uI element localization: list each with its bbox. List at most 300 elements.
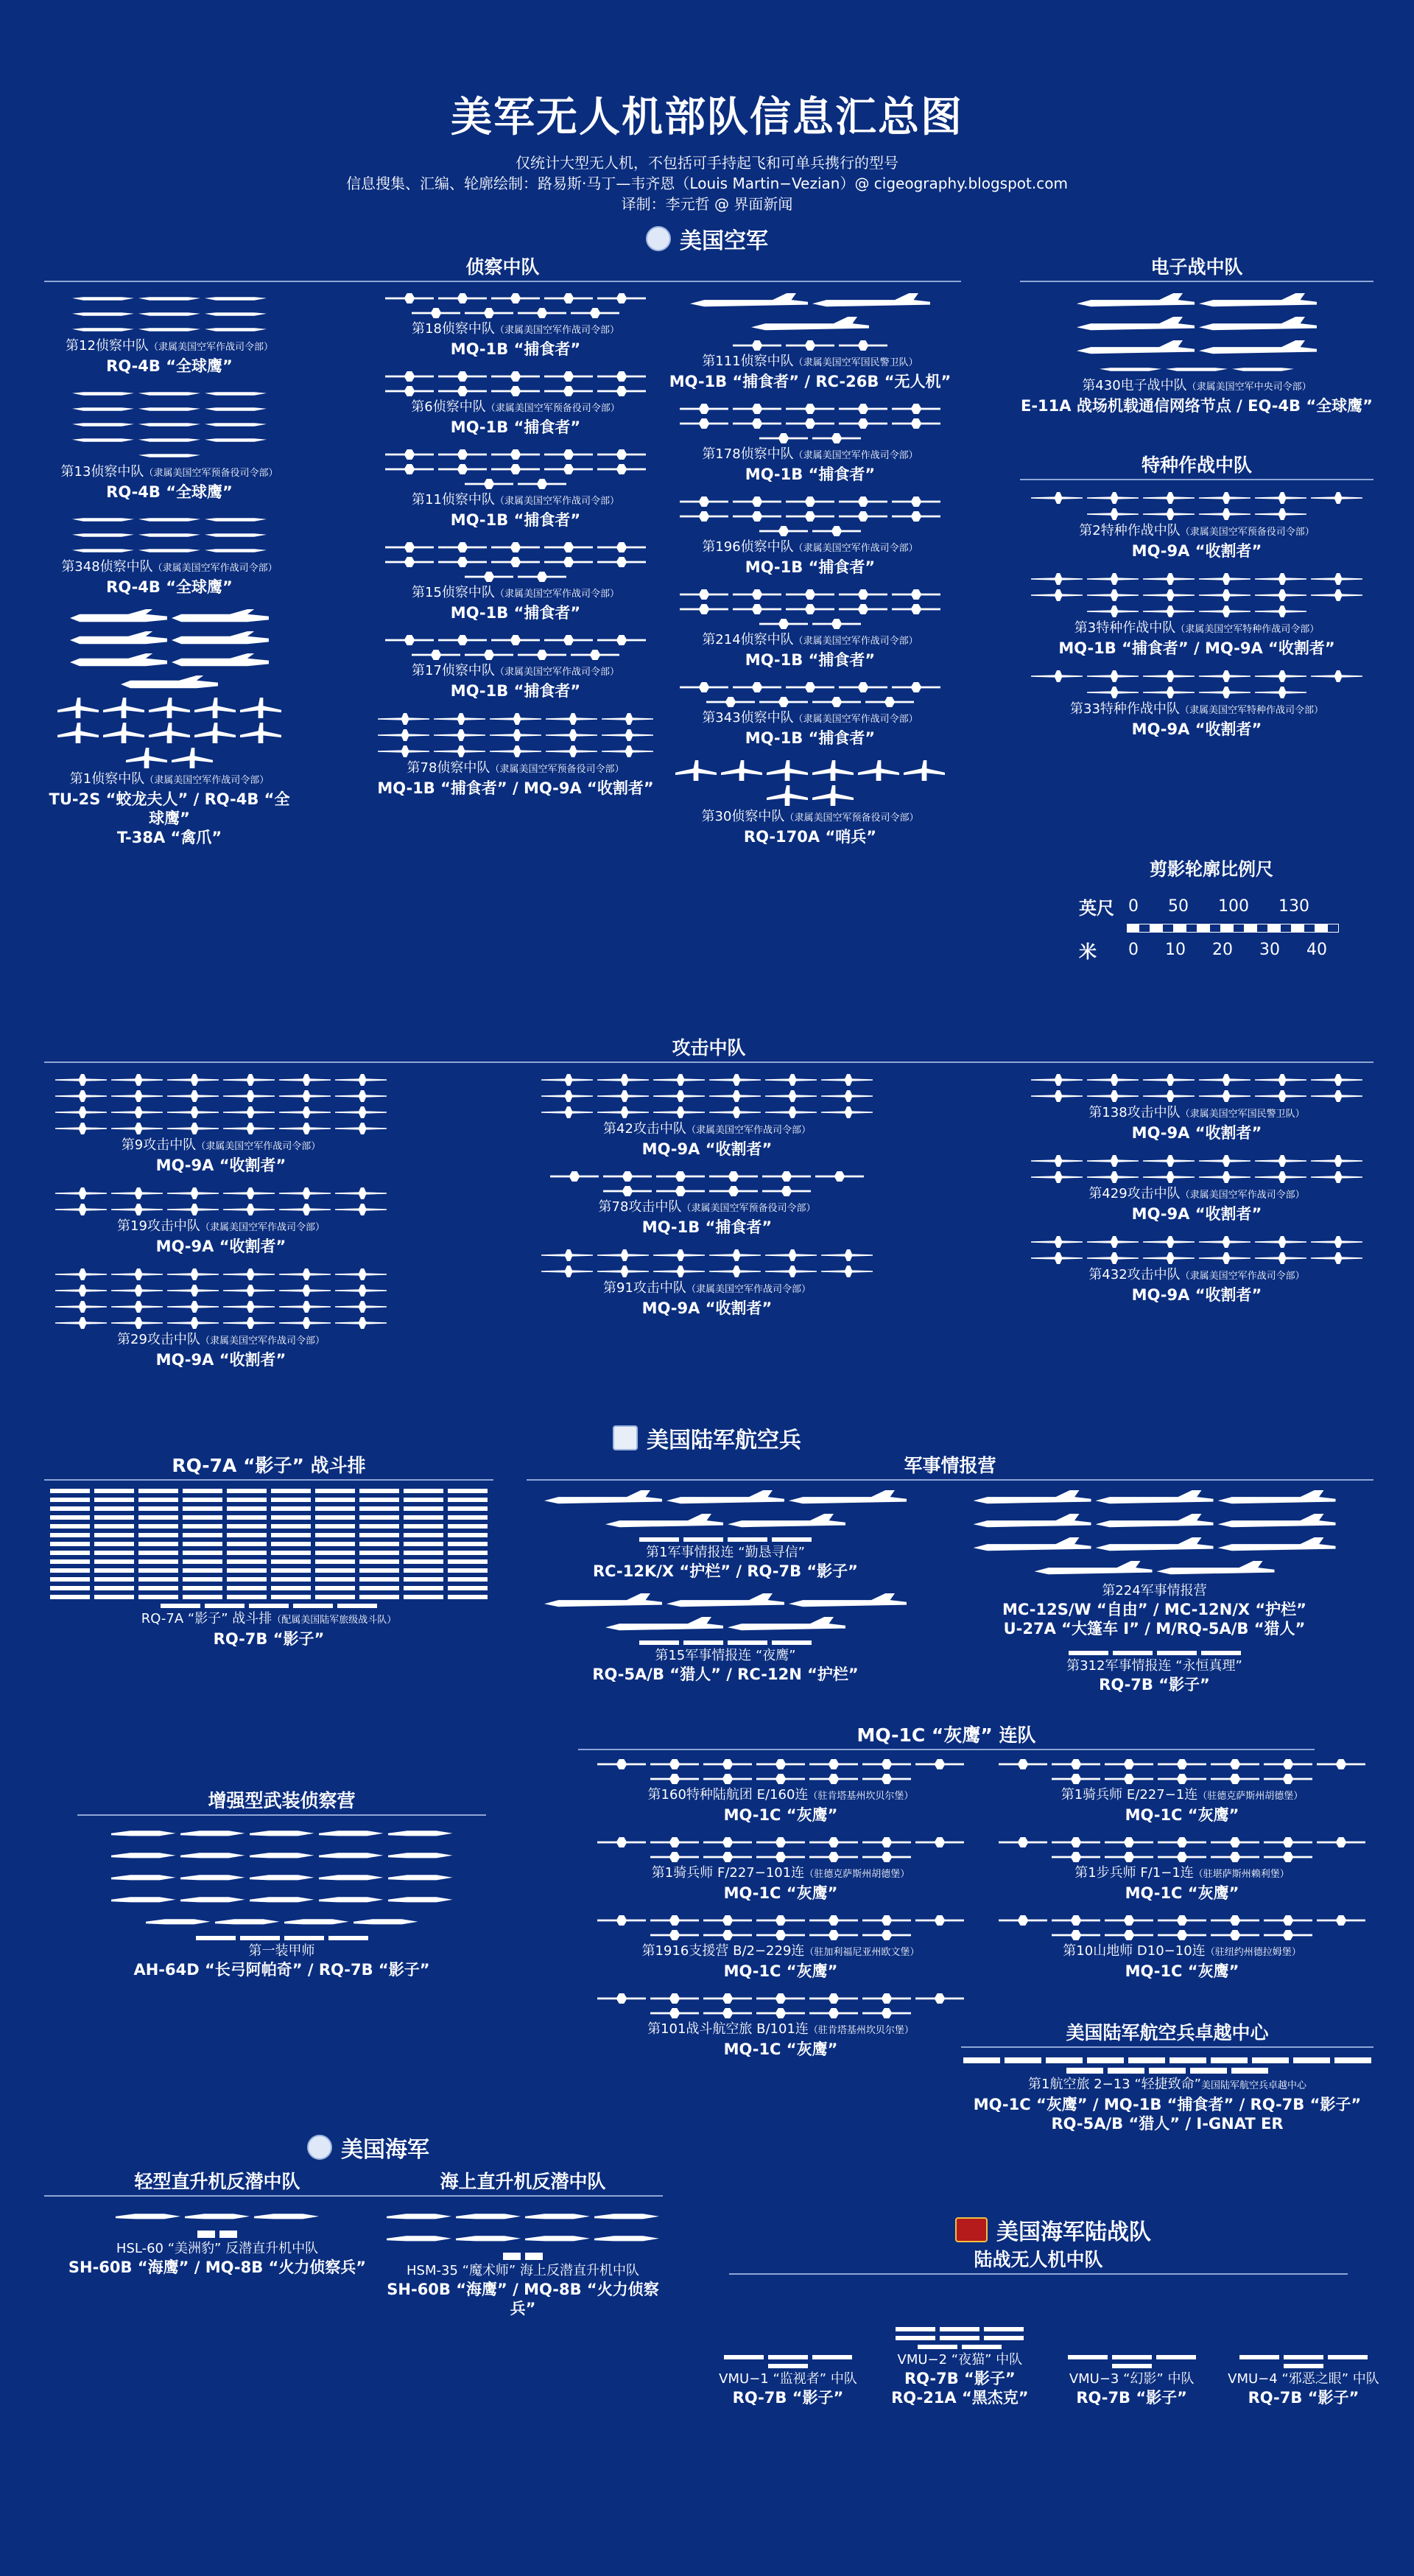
aircraft-silhouette-icon xyxy=(55,1268,107,1280)
aircraft-silhouette-icon xyxy=(728,1640,767,1645)
aircraft-silhouette-icon xyxy=(812,2355,852,2359)
aircraft-silhouette-icon xyxy=(404,1533,443,1537)
aircraft-silhouette-icon xyxy=(809,1759,858,1769)
aircraft-silhouette-icon xyxy=(709,1266,761,1277)
aircraft-silhouette-icon xyxy=(815,1171,864,1182)
aircraft-silhouette-icon xyxy=(138,388,200,399)
aircraft-silhouette-icon xyxy=(94,1498,134,1502)
aircraft-silhouette-icon xyxy=(490,745,541,757)
unit-secondary-silhouettes xyxy=(44,695,295,771)
aircraft-silhouette-icon xyxy=(438,449,487,460)
aircraft-silhouette-icon xyxy=(656,1171,705,1182)
aircraft-silhouette-icon xyxy=(1105,1915,1153,1926)
aircraft-silhouette-icon xyxy=(605,1514,723,1533)
aircraft-silhouette-icon xyxy=(1199,1236,1251,1248)
unit-aircraft-type: MQ-1B “捕食者” xyxy=(450,604,581,622)
aircraft-silhouette-icon xyxy=(759,526,808,536)
unit-block xyxy=(77,1823,486,1979)
unit-aircraft-type: SH-60B “海鹰” / MQ-8B “火力侦察兵” xyxy=(68,2259,367,2276)
aircraft-silhouette-icon xyxy=(250,1870,314,1887)
aircraft-silhouette-icon xyxy=(1211,1759,1259,1769)
unit-block xyxy=(666,758,954,846)
unit-silhouettes xyxy=(44,1487,493,1610)
aircraft-silhouette-icon xyxy=(597,386,646,396)
aircraft-silhouette-icon xyxy=(1317,1915,1365,1926)
unit-name: 第312军事情报连 “永恒真理” xyxy=(1066,1658,1242,1674)
unit-note: （隶属美国空军特种作战司令部） xyxy=(1175,624,1320,635)
aircraft-silhouette-icon xyxy=(809,1852,858,1862)
hsl-squadron xyxy=(44,2206,390,2287)
unit-silhouettes xyxy=(589,1913,972,1942)
aircraft-silhouette-icon xyxy=(172,748,213,768)
aircraft-silhouette-icon xyxy=(892,604,940,614)
unit-silhouettes xyxy=(376,540,655,584)
aircraft-silhouette-icon xyxy=(491,464,540,474)
aircraft-silhouette-icon xyxy=(683,1640,723,1645)
aircraft-silhouette-icon xyxy=(183,1568,222,1573)
unit-name: 第91攻击中队（隶属美国空军作战司令部） xyxy=(603,1280,811,1296)
unit-aircraft-type: MQ-9A “收割者” xyxy=(155,1351,286,1369)
unit-note: （隶属美国空军预备役司令部） xyxy=(784,813,919,824)
unit-note: （隶属美国空军作战司令部） xyxy=(793,636,918,647)
aircraft-silhouette-icon xyxy=(544,1593,662,1612)
aircraft-silhouette-icon xyxy=(1087,2057,1124,2063)
unit-name: VMU−4 “邪恶之眼” 中队 xyxy=(1228,2371,1379,2387)
aircraft-silhouette-icon xyxy=(387,2231,451,2248)
unit-note: （隶属美国空军作战司令部） xyxy=(148,342,273,353)
aircraft-silhouette-icon xyxy=(786,404,834,414)
aircraft-silhouette-icon xyxy=(544,449,593,460)
aircraft-silhouette-icon xyxy=(465,308,513,318)
aircraft-silhouette-icon xyxy=(223,1204,275,1215)
aircraft-silhouette-icon xyxy=(319,1847,384,1865)
aircraft-silhouette-icon xyxy=(1199,293,1317,312)
scale-segment xyxy=(1292,924,1304,933)
aircraft-silhouette-icon xyxy=(328,1936,368,1940)
aircraft-silhouette-icon xyxy=(359,1533,399,1537)
rq7-divider xyxy=(44,1479,493,1481)
aircraft-silhouette-icon xyxy=(666,1490,784,1509)
aircraft-silhouette-icon xyxy=(55,1123,107,1134)
aircraft-silhouette-icon xyxy=(315,1577,355,1582)
aircraft-silhouette-icon xyxy=(412,650,460,660)
unit-name: 第111侦察中队（隶属美国空军国民警卫队） xyxy=(702,354,918,369)
unit-silhouettes xyxy=(935,1649,1373,1657)
aircraft-silhouette-icon xyxy=(388,1892,453,1909)
aircraft-silhouette-icon xyxy=(1052,1759,1100,1769)
scale-ft-tick: 0 xyxy=(1128,897,1139,916)
unit-aircraft-type: MQ-9A “收割者” xyxy=(641,1299,773,1317)
aircraft-silhouette-icon xyxy=(603,1171,652,1182)
aircraft-silhouette-icon xyxy=(94,1586,134,1590)
aircraft-silhouette-icon xyxy=(597,293,646,303)
aircraft-silhouette-icon xyxy=(597,1106,649,1118)
unit-name: 第343侦察中队（隶属美国空军作战司令部） xyxy=(702,710,918,726)
aircraft-silhouette-icon xyxy=(650,1993,699,2004)
unit-name: 第432攻击中队（隶属美国空军作战司令部） xyxy=(1088,1267,1305,1282)
aircraft-silhouette-icon xyxy=(183,1586,222,1590)
aircraft-silhouette-icon xyxy=(183,1515,222,1520)
aircraft-silhouette-icon xyxy=(525,2231,590,2248)
unit-silhouettes xyxy=(1020,571,1373,620)
aircraft-silhouette-icon xyxy=(111,1825,176,1843)
unit-note: （隶属美国空军作战司令部） xyxy=(152,563,278,574)
aircraft-silhouette-icon xyxy=(594,2231,659,2248)
aircraft-silhouette-icon xyxy=(597,464,646,474)
aircraft-silhouette-icon xyxy=(1096,1514,1214,1533)
aircraft-silhouette-icon xyxy=(138,1586,178,1590)
recon-col1 xyxy=(44,291,295,857)
aircraft-silhouette-icon xyxy=(650,1915,699,1926)
aircraft-silhouette-icon xyxy=(385,449,434,460)
aircraft-silhouette-icon xyxy=(1166,364,1228,375)
aircraft-silhouette-icon xyxy=(597,1993,646,2004)
aircraft-silhouette-icon xyxy=(1108,2068,1144,2074)
aircraft-silhouette-icon xyxy=(388,1870,453,1887)
aircraft-silhouette-icon xyxy=(1158,1852,1206,1862)
unit-note: （驻纽约州德拉姆堡） xyxy=(1205,1947,1301,1958)
aircraft-silhouette-icon xyxy=(183,1498,222,1502)
unit-silhouettes xyxy=(77,1823,486,1934)
aircraft-silhouette-icon xyxy=(1311,1074,1362,1086)
recon-title: 侦察中队 xyxy=(465,256,540,278)
aircraft-silhouette-icon xyxy=(666,1593,784,1612)
unit-aircraft-type: MQ-1C “灰鹰” xyxy=(723,1962,838,1980)
aircraft-silhouette-icon xyxy=(111,1204,163,1215)
scale-segment xyxy=(1221,924,1233,933)
aircraft-silhouette-icon xyxy=(205,419,267,430)
scale-ft-tick: 100 xyxy=(1218,897,1249,916)
unit-aircraft-type: MQ-1B “捕食者” / MQ-9A “收割者” xyxy=(1058,639,1335,657)
unit-name: 第430电子战中队（隶属美国空军中央司令部） xyxy=(1082,378,1312,393)
unit-aircraft-type: T-38A “禽爪” xyxy=(116,829,222,846)
aircraft-silhouette-icon xyxy=(1211,2057,1248,2063)
aircraft-silhouette-icon xyxy=(111,1268,163,1280)
aircraft-silhouette-icon xyxy=(1158,1915,1206,1926)
mi-left xyxy=(527,1488,924,1694)
aircraft-silhouette-icon xyxy=(205,514,267,525)
aircraft-silhouette-icon xyxy=(839,604,887,614)
aircraft-silhouette-icon xyxy=(335,1285,387,1296)
unit-aircraft-type: MQ-1B “捕食者” xyxy=(745,651,876,669)
aircraft-silhouette-icon xyxy=(541,1074,593,1086)
aircraft-silhouette-icon xyxy=(1046,2057,1083,2063)
aircraft-silhouette-icon xyxy=(1190,2068,1227,2074)
recon-col3 xyxy=(666,291,954,857)
aircraft-silhouette-icon xyxy=(680,604,728,614)
aircraft-silhouette-icon xyxy=(116,2208,180,2226)
aircraft-silhouette-icon xyxy=(183,1524,222,1529)
aircraft-silhouette-icon xyxy=(223,1285,275,1296)
aircraft-silhouette-icon xyxy=(915,1837,964,1847)
aircraft-silhouette-icon xyxy=(180,1870,245,1887)
aircraft-silhouette-icon xyxy=(544,293,593,303)
aircraft-silhouette-icon xyxy=(1199,317,1317,336)
aircraft-silhouette-icon xyxy=(1031,589,1083,601)
aircraft-silhouette-icon xyxy=(892,418,940,429)
aircraft-silhouette-icon xyxy=(709,1090,761,1102)
unit-block xyxy=(383,2206,663,2318)
unit-note: （隶属美国空军作战司令部） xyxy=(494,325,619,336)
aircraft-silhouette-icon xyxy=(172,631,269,649)
aircraft-silhouette-icon xyxy=(185,2208,250,2226)
unit-aircraft-type: MQ-1B “捕食者” xyxy=(450,682,581,700)
unit-block xyxy=(44,1266,398,1369)
aircraft-silhouette-icon xyxy=(1255,1155,1306,1167)
aircraft-silhouette-icon xyxy=(703,1759,752,1769)
unit-name: 第42攻击中队（隶属美国空军作战司令部） xyxy=(603,1121,811,1137)
unit-silhouettes xyxy=(376,633,655,662)
aircraft-silhouette-icon xyxy=(1328,2355,1368,2359)
unit-name: 第1骑兵师 E/227−1连（驻德克萨斯州胡德堡） xyxy=(1060,1787,1304,1803)
aircraft-silhouette-icon xyxy=(544,371,593,382)
aircraft-silhouette-icon xyxy=(404,1595,443,1599)
aircraft-silhouette-icon xyxy=(72,293,134,304)
aircraft-silhouette-icon xyxy=(544,542,593,552)
unit-aircraft-type: RQ-4B “全球鹰” xyxy=(106,578,233,596)
unit-note: （隶属美国空军预备役司令部） xyxy=(681,1203,816,1214)
unit-block xyxy=(376,633,655,701)
aircraft-silhouette-icon xyxy=(650,1852,699,1862)
aircraft-silhouette-icon xyxy=(541,1266,593,1277)
aircraft-silhouette-icon xyxy=(335,1074,387,1086)
aircraft-silhouette-icon xyxy=(809,1774,858,1784)
aircraft-silhouette-icon xyxy=(1105,1837,1153,1847)
aircraft-silhouette-icon xyxy=(315,1595,355,1599)
aircraft-silhouette-icon xyxy=(518,650,566,660)
aircraft-silhouette-icon xyxy=(205,388,267,399)
aircraft-silhouette-icon xyxy=(812,760,854,781)
unit-name: 第12侦察中队（隶属美国空军作战司令部） xyxy=(66,338,273,354)
aircraft-silhouette-icon xyxy=(1199,492,1251,504)
aircraft-silhouette-icon xyxy=(756,1930,805,1940)
unit-block xyxy=(1051,2353,1213,2407)
aircraft-silhouette-icon xyxy=(1096,1490,1214,1509)
aircraft-silhouette-icon xyxy=(279,1301,331,1313)
aircraft-silhouette-icon xyxy=(180,1825,245,1843)
unit-aircraft-type: MQ-9A “收割者” xyxy=(1131,720,1262,738)
unit-aircraft-type: MQ-1B “捕食者” xyxy=(450,340,581,358)
mq1c-title: MQ-1C “灰鹰” 连队 xyxy=(857,1724,1036,1746)
aircraft-silhouette-icon xyxy=(680,682,728,692)
aircraft-silhouette-icon xyxy=(597,449,646,460)
unit-silhouettes xyxy=(589,1991,972,2021)
aircraft-silhouette-icon xyxy=(359,1577,399,1582)
aircraft-silhouette-icon xyxy=(839,682,887,692)
aircraft-silhouette-icon xyxy=(1087,1236,1139,1248)
aircraft-silhouette-icon xyxy=(223,1090,275,1102)
aircraft-silhouette-icon xyxy=(271,1542,311,1546)
unit-note: （隶属美国空军作战司令部） xyxy=(1180,1190,1305,1201)
aircraft-silhouette-icon xyxy=(227,1551,267,1555)
aircraft-silhouette-icon xyxy=(359,1506,399,1511)
aircraft-silhouette-icon xyxy=(387,2208,451,2226)
aircraft-silhouette-icon xyxy=(602,729,653,741)
unit-name: 第15军事情报连 “夜鹰” xyxy=(655,1648,796,1663)
aircraft-silhouette-icon xyxy=(50,1586,90,1590)
aircraft-silhouette-icon xyxy=(465,650,513,660)
unit-aircraft-type: MQ-9A “收割者” xyxy=(155,1238,286,1255)
unit-silhouettes xyxy=(1020,490,1373,522)
aircraft-silhouette-icon xyxy=(335,1187,387,1199)
aircraft-silhouette-icon xyxy=(404,1506,443,1511)
aircraft-silhouette-icon xyxy=(1077,293,1195,312)
scale-segment xyxy=(1327,924,1339,933)
subtitle-line3: 译制：李元哲 @ 界面新闻 xyxy=(621,195,793,213)
aircraft-silhouette-icon xyxy=(759,619,808,629)
unit-silhouettes xyxy=(1020,291,1373,362)
aircraft-silhouette-icon xyxy=(1087,492,1139,504)
aircraft-silhouette-icon xyxy=(315,1506,355,1511)
aircraft-silhouette-icon xyxy=(1105,1930,1153,1940)
scale-m-ticks xyxy=(1128,941,1327,959)
unit-aircraft-type: TU-2S “蛟龙夫人” / RQ-4B “全球鹰” xyxy=(49,790,290,827)
aircraft-silhouette-icon xyxy=(1158,1774,1206,1784)
aircraft-silhouette-icon xyxy=(1158,1759,1206,1769)
aircraft-silhouette-icon xyxy=(756,1774,805,1784)
aircraft-silhouette-icon xyxy=(1334,2057,1371,2063)
aircraft-silhouette-icon xyxy=(1284,2364,1323,2368)
unit-name: 第2特种作战中队（隶属美国空军预备役司令部） xyxy=(1079,523,1315,538)
aircraft-silhouette-icon xyxy=(94,1551,134,1555)
aircraft-silhouette-icon xyxy=(1218,1537,1336,1557)
aircraft-silhouette-icon xyxy=(404,1542,443,1546)
aircraft-silhouette-icon xyxy=(138,1506,178,1511)
aircraft-silhouette-icon xyxy=(1264,1852,1312,1862)
unit-aircraft-type: RQ-5A/B “猎人” / I-GNAT ER xyxy=(1051,2115,1284,2133)
aircraft-silhouette-icon xyxy=(1255,492,1306,504)
aircraft-silhouette-icon xyxy=(1113,1651,1153,1655)
aircraft-silhouette-icon xyxy=(183,1551,222,1555)
aircraft-silhouette-icon xyxy=(974,1537,1091,1557)
unit-block xyxy=(935,1488,1373,1638)
aircraft-silhouette-icon xyxy=(271,1524,311,1529)
aircraft-silhouette-icon xyxy=(597,542,646,552)
unit-silhouettes xyxy=(666,680,954,709)
aircraft-silhouette-icon xyxy=(279,1268,331,1280)
aircraft-silhouette-icon xyxy=(1232,364,1294,375)
aircraft-silhouette-icon xyxy=(1311,1155,1362,1167)
aircraft-silhouette-icon xyxy=(821,1266,873,1277)
unit-name: 第9攻击中队（隶属美国空军作战司令部） xyxy=(121,1137,321,1153)
unit-silhouettes xyxy=(1223,2353,1385,2370)
unit-silhouettes xyxy=(44,512,295,558)
scale-segment xyxy=(1197,924,1209,933)
aircraft-silhouette-icon xyxy=(703,2008,752,2018)
aircraft-silhouette-icon xyxy=(683,1537,723,1542)
aircraft-silhouette-icon xyxy=(1255,687,1306,698)
aircraft-silhouette-icon xyxy=(223,1106,275,1118)
aircraft-silhouette-icon xyxy=(50,1498,90,1502)
unit-aircraft-type: RQ-7B “影子” xyxy=(904,2370,1016,2387)
aircraft-silhouette-icon xyxy=(315,1498,355,1502)
aircraft-silhouette-icon xyxy=(167,1285,219,1296)
unit-aircraft-type: MQ-1B “捕食者” xyxy=(450,418,581,436)
aircraft-silhouette-icon xyxy=(809,1993,858,2004)
unit-block xyxy=(666,401,954,484)
aircraft-silhouette-icon xyxy=(1264,1759,1312,1769)
aircraft-silhouette-icon xyxy=(518,308,566,318)
aircraft-silhouette-icon xyxy=(650,1837,699,1847)
aircraft-silhouette-icon xyxy=(146,1914,211,1931)
unit-name: 第348侦察中队（隶属美国空军作战司令部） xyxy=(61,559,278,575)
aircraft-silhouette-icon xyxy=(491,386,540,396)
unit-name: 第30侦察中队（隶属美国空军预备役司令部） xyxy=(701,809,919,824)
hsm-squadron xyxy=(383,2206,663,2328)
aircraft-silhouette-icon xyxy=(1096,1537,1214,1557)
aircraft-silhouette-icon xyxy=(1201,1651,1241,1655)
aircraft-silhouette-icon xyxy=(111,1870,176,1887)
unit-name: 第15侦察中队（隶属美国空军作战司令部） xyxy=(412,585,619,600)
aircraft-silhouette-icon xyxy=(126,748,167,768)
aircraft-silhouette-icon xyxy=(50,1577,90,1582)
aircraft-silhouette-icon xyxy=(448,1542,488,1546)
aircraft-silhouette-icon xyxy=(434,713,485,725)
aircraft-silhouette-icon xyxy=(271,1586,311,1590)
aircraft-silhouette-icon xyxy=(999,1915,1047,1926)
aircraft-silhouette-icon xyxy=(359,1568,399,1573)
aircraft-silhouette-icon xyxy=(205,435,267,446)
aircraft-silhouette-icon xyxy=(72,324,134,335)
unit-note: （驻堪萨斯州赖利堡） xyxy=(1193,1869,1290,1880)
aircraft-silhouette-icon xyxy=(1069,1651,1108,1655)
aircraft-silhouette-icon xyxy=(724,2355,764,2359)
aircraft-silhouette-icon xyxy=(525,2208,590,2226)
aircraft-silhouette-icon xyxy=(709,1186,758,1196)
aircraft-silhouette-icon xyxy=(772,1640,812,1645)
unit-name: VMU−3 “幻影” 中队 xyxy=(1069,2371,1195,2387)
aircraft-silhouette-icon xyxy=(138,1559,178,1564)
unit-silhouettes xyxy=(666,401,954,446)
unit-name: 第1916支援营 B/2−229连（驻加利福尼亚州欧文堡） xyxy=(641,1943,920,1959)
rq7-title: RQ-7A “影子” 战斗排 xyxy=(172,1455,366,1476)
ew-title: 电子战中队 xyxy=(1150,256,1243,278)
branch-navy xyxy=(0,2131,736,2163)
aircraft-silhouette-icon xyxy=(55,1204,107,1215)
aircraft-silhouette-icon xyxy=(138,1595,178,1599)
aircraft-silhouette-icon xyxy=(438,557,487,567)
aircraft-silhouette-icon xyxy=(1052,1930,1100,1940)
aircraft-silhouette-icon xyxy=(703,1930,752,1940)
aircraft-silhouette-icon xyxy=(1068,2355,1108,2359)
aircraft-silhouette-icon xyxy=(215,1914,280,1931)
aircraft-silhouette-icon xyxy=(786,604,834,614)
aircraft-silhouette-icon xyxy=(1255,573,1306,585)
aircraft-silhouette-icon xyxy=(597,635,646,645)
aircraft-silhouette-icon xyxy=(183,1506,222,1511)
unit-name: 第一装甲师 xyxy=(248,1943,315,1959)
scale-bar xyxy=(1127,924,1344,933)
aircraft-silhouette-icon xyxy=(597,1837,646,1847)
aircraft-silhouette-icon xyxy=(1087,1074,1139,1086)
unit-aircraft-type: MQ-1B “捕食者” xyxy=(450,511,581,529)
unit-note: （隶属美国空军预备役司令部） xyxy=(485,403,620,414)
aircraft-silhouette-icon xyxy=(404,1524,443,1529)
unit-aircraft-type: MQ-9A “收割者” xyxy=(1131,1124,1262,1142)
aircraft-silhouette-icon xyxy=(271,1498,311,1502)
aircraft-silhouette-icon xyxy=(271,1551,311,1555)
scale-segment xyxy=(1162,924,1174,933)
aircraft-silhouette-icon xyxy=(1211,1930,1259,1940)
aircraft-silhouette-icon xyxy=(1087,1090,1139,1102)
aircraft-silhouette-icon xyxy=(94,1515,134,1520)
aircraft-silhouette-icon xyxy=(167,1268,219,1280)
scale-m-tick: 0 xyxy=(1128,941,1139,959)
aircraft-silhouette-icon xyxy=(319,1870,384,1887)
aircraft-silhouette-icon xyxy=(385,293,434,303)
aircraft-silhouette-icon xyxy=(354,1914,418,1931)
unit-silhouettes xyxy=(879,2325,1041,2351)
